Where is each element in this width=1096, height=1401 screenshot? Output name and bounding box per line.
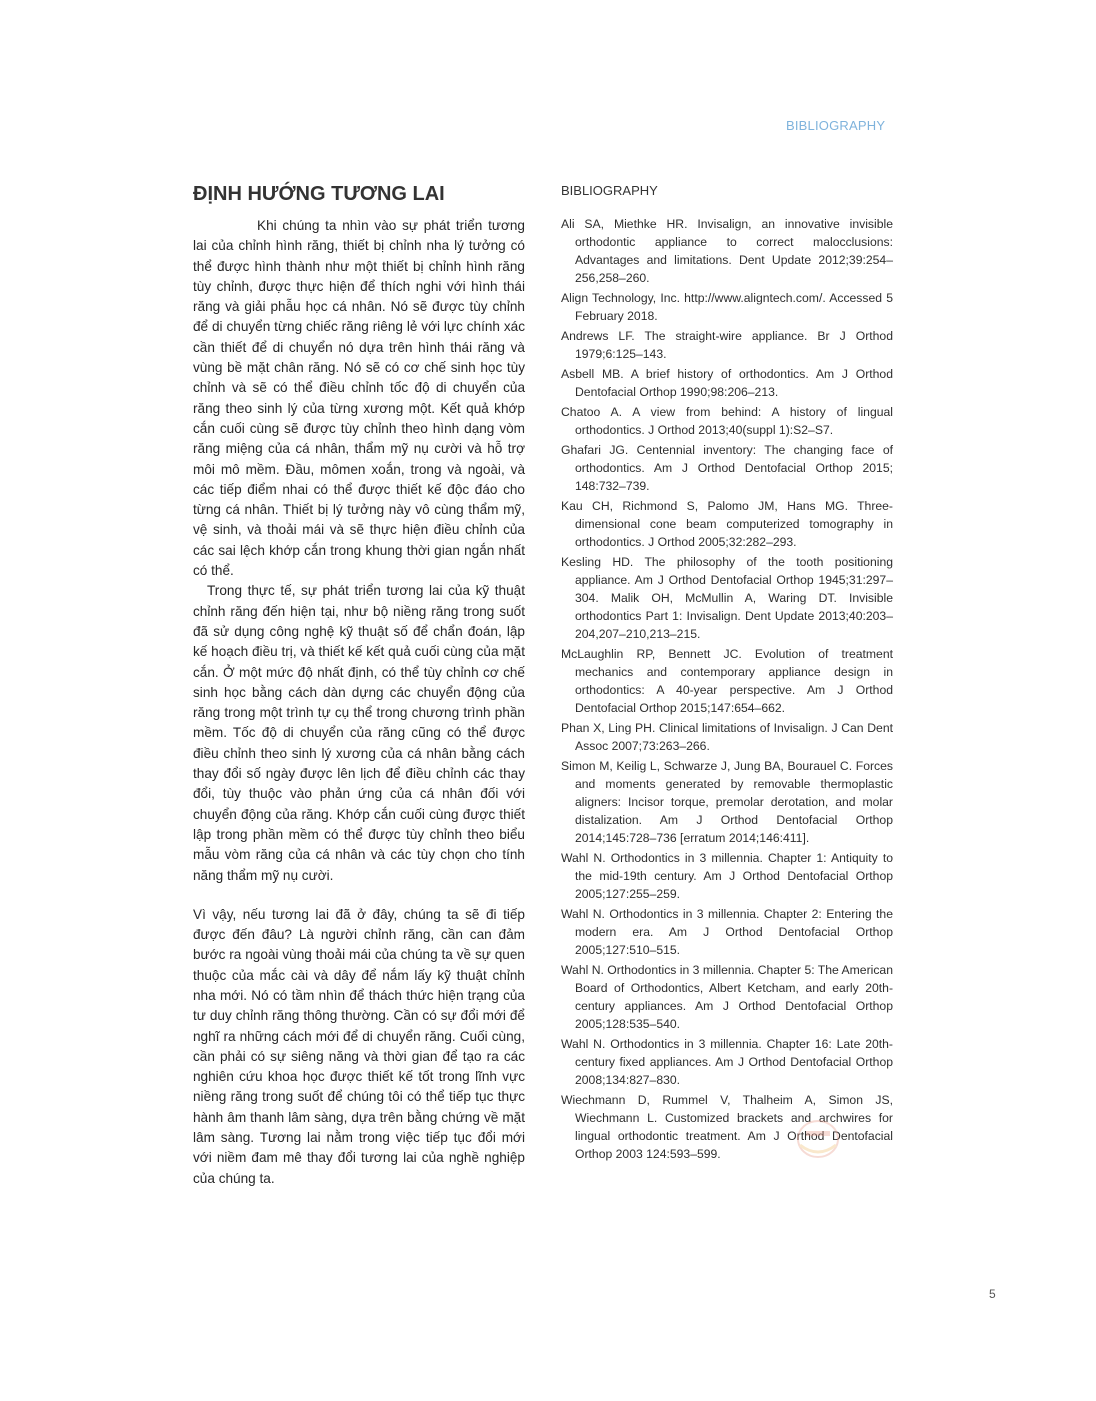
reference-item: Phan X, Ling PH. Clinical limitations of Invisalign. J Can Dent Assoc 2007;73:263–266. xyxy=(561,721,893,753)
running-header: BIBLIOGRAPHY xyxy=(786,118,886,133)
main-text-column xyxy=(193,183,525,1189)
reference-item: McLaughlin RP, Bennett JC. Evolution of treatment mechanics and contemporary appliance design in orthodontics: A 40-year perspective. Am J Orthod Dentofacial Orthop 2015;147:654–662. xyxy=(561,647,893,715)
page-number: 5 xyxy=(989,1287,996,1301)
reference-item: Kau CH, Richmond S, Palomo JM, Hans MG. Three-dimensional cone beam computerized tomography in orthodontics. J Orthod 2005;32:282–293. xyxy=(561,499,893,549)
reference-item: Align Technology, Inc. http://www.aligntech.com/. Accessed 5 February 2018. xyxy=(561,291,893,323)
reference-item: Asbell MB. A brief history of orthodontics. Am J Orthod Dentofacial Orthop 1990;98:206–213. xyxy=(561,367,893,399)
paragraph: Khi chúng ta nhìn vào sự phát triển tương lai của chỉnh hình răng, thiết bị chỉnh nha lý tưởng có thể được hình thành như một thiết bị chỉnh hình răng tùy chỉnh, được thực hiện để thích nghi với hình thái răng và giải phẫu học cá nhân. Nó sẽ được tùy chỉnh để di chuyển từng chiếc răng riêng lẻ với lực chính xác cần thiết để di chuyển nó dựa trên hình thái răng và vùng bề mặt chân răng. Nó sẽ có cơ chế sinh học tùy chỉnh và sẽ có thể điều chỉnh tốc độ di chuyển của răng theo sinh lý của từng xương một. Kết quả khớp cắn cuối cùng sẽ được tùy chỉnh theo hình dạng vòm răng miệng của cá nhân, thẩm mỹ nụ cười và hỗ trợ môi mô mềm. Đầu, mômen xoắn, trong và ngoài, và các tiếp điểm nhai có thể được thiết kế độc đáo cho từng cá nhân. Thiết bị lý tưởng này vô cùng thẩm mỹ, vệ sinh, và thoải mái và sẽ thực hiện điều chỉnh của các sai lệch khớp cắn trong khung thời gian ngắn nhất có thể. xyxy=(193,218,525,579)
bibliography-title: BIBLIOGRAPHY xyxy=(561,183,658,198)
reference-item: Simon M, Keilig L, Schwarze J, Jung BA, Bourauel C. Forces and moments generated by removable thermoplastic aligners: Incisor torque, premolar derotation, and molar distalization. Am J Orthod Dentofacial Orthop 2014;145:728–736 [erratum 2014;146:411]. xyxy=(561,759,893,845)
watermark-stamp-icon xyxy=(790,1115,846,1163)
reference-item: Wahl N. Orthodontics in 3 millennia. Chapter 2: Entering the modern era. Am J Orthod Dentofacial Orthop 2005;127:510–515. xyxy=(561,907,893,957)
reference-item: Wahl N. Orthodontics in 3 millennia. Chapter 16: Late 20th-century fixed appliances. Am J Orthod Dentofacial Orthop 2008;134:827–830. xyxy=(561,1037,893,1087)
reference-item: Wiechmann D, Rummel V, Thalheim A, Simon JS, Wiechmann L. Customized brackets and archwires for lingual orthodontic treatment. Am J Orthod Dentofacial Orthop 2003 124:593–599. xyxy=(561,1093,893,1161)
section-heading: ĐỊNH HƯỚNG TƯƠNG LAI xyxy=(193,183,445,205)
reference-item: Ali SA, Miethke HR. Invisalign, an innovative invisible orthodontic appliance to correct malocclusions: Advantages and limitations. Dent Update 2012;39:254–256,258–260. xyxy=(561,217,893,285)
bibliography-column xyxy=(561,183,893,1165)
reference-item: Wahl N. Orthodontics in 3 millennia. Chapter 1: Antiquity to the mid-19th century. Am J Orthod Dentofacial Orthop 2005;127:255–259. xyxy=(561,851,893,901)
reference-item: Ghafari JG. Centennial inventory: The changing face of orthodontics. Am J Orthod Dentofacial Orthop 2015; 148:732–739. xyxy=(561,443,893,493)
paragraph: Vì vậy, nếu tương lai đã ở đây, chúng ta sẽ đi tiếp được đến đâu? Là người chỉnh răng, cần can đảm bước ra ngoài vùng thoải mái của chúng ta về sự quen thuộc của mắc cài và dây để nắm lấy kỹ thuật chỉnh nha mới. Nó có tầm nhìn để thách thức hiện trạng của tư duy chỉnh răng thông thường. Cần có sự đổi mới để nghĩ ra những cách mới để di chuyển răng. Cuối cùng, cần phải có sự siêng năng và thời gian để tạo ra các nghiên cứu khoa học được thiết kế tốt trong lĩnh vực niềng răng trong suốt để chúng tôi có thể tiếp tục thực hành âm thanh lâm sàng, dựa trên bằng chứng về mặt lâm sàng. Tương lai nằm trong việc tiếp tục đổi mới với niềm đam mê thay đổi tương lai của nghề nghiệp của chúng ta. xyxy=(193,906,525,1186)
reference-item: Chatoo A. A view from behind: A history of lingual orthodontics. J Orthod 2013;40(suppl 1):S2–S7. xyxy=(561,405,893,437)
reference-item: Andrews LF. The straight-wire appliance. Br J Orthod 1979;6:125–143. xyxy=(561,329,893,361)
reference-item: Kesling HD. The philosophy of the tooth positioning appliance. Am J Orthod Dentofacial Orthop 1945;31:297–304. Malik OH, McMullin A, Waring DT. Invisible orthodontics Part 1: Invisalign. Dent Update 2013;40:203–204,207–210,213–215. xyxy=(561,555,893,641)
reference-item: Wahl N. Orthodontics in 3 millennia. Chapter 5: The American Board of Orthodontics, Albert Ketcham, and early 20th-century appliances. Am J Orthod Dentofacial Orthop 2005;128:535–540. xyxy=(561,963,893,1031)
paragraph: Trong thực tế, sự phát triển tương lai của kỹ thuật chỉnh răng đến hiện tại, như bộ niềng răng trong suốt đã sử dụng công nghệ kỹ thuật số để chẩn đoán, lập kế hoạch điều trị, và thiết kế kết quả cuối cùng của mặt cắn. Ở một mức độ nhất định, có thể tùy chỉnh cơ chế sinh học bằng cách dàn dựng các chuyển động của răng trong một trình tự cụ thể trong chương trình phần mềm. Tốc độ di chuyển của răng cũng có thể được điều chỉnh theo sinh lý xương của cá nhân bằng cách thay đổi số ngày được lên lịch để điều chỉnh các thay đổi, tùy thuộc vào phản ứng của cá nhân đối với chuyển động của răng. Khớp cắn cuối cùng được thiết lập trong phần mềm có thể được tùy chỉnh theo biểu mẫu vòm răng của cá nhân và các tùy chọn cho tính năng thẩm mỹ nụ cười. xyxy=(193,583,525,883)
